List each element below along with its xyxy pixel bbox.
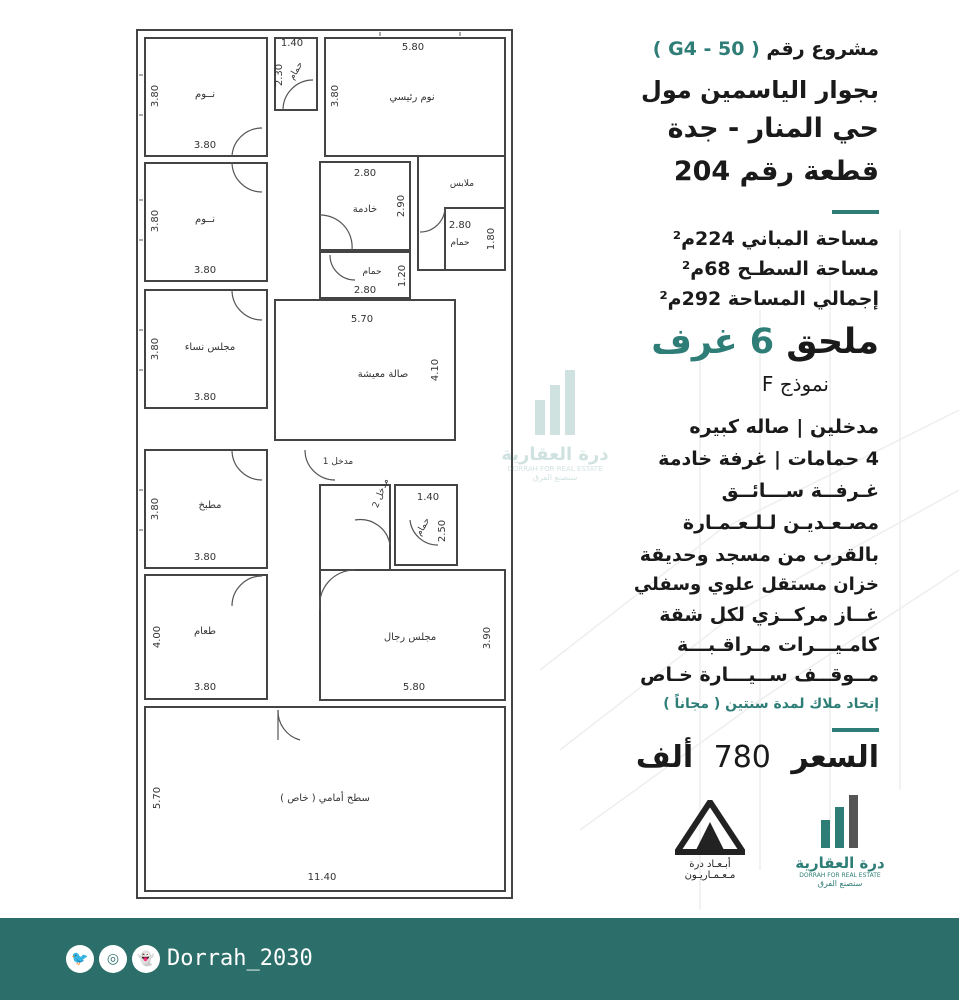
label-bath-maid: حمام bbox=[362, 267, 382, 277]
dorrah-en: DORRAH FOR REAL ESTATE bbox=[799, 872, 881, 879]
price-unit: ألف bbox=[635, 740, 694, 775]
project-number-value: ( G4 - 50 ) bbox=[652, 38, 760, 60]
label-dining: طعام bbox=[193, 626, 217, 637]
label-bath-master: حمام bbox=[450, 238, 470, 248]
instagram-icon[interactable]: ◎ bbox=[99, 945, 127, 973]
location-line-2: حي المنار - جدة bbox=[667, 113, 879, 144]
owners-union: إتحاد ملاك لمدة سنتين ( مجاناً ) bbox=[663, 696, 879, 712]
dim-bath-master-h: 1.80 bbox=[486, 227, 497, 251]
dim-men-w: 5.80 bbox=[402, 682, 426, 693]
dorrah-bars-icon bbox=[815, 795, 865, 850]
label-bed2: نــوم bbox=[195, 214, 215, 225]
label-entry2: مدخل 2 bbox=[371, 477, 392, 510]
price-value: 780 bbox=[713, 740, 771, 775]
dim-bed2-w: 3.80 bbox=[193, 265, 217, 276]
label-master: نوم رئيسي bbox=[389, 92, 435, 103]
dorrah-logo bbox=[790, 795, 890, 888]
watermark-tag: سنصنع الفرق bbox=[532, 473, 578, 482]
label-maid: خادمة bbox=[352, 204, 378, 215]
area-roof: مساحة السطـح 68م² bbox=[681, 258, 879, 280]
annex-type bbox=[651, 322, 879, 362]
dim-kitchen-h: 3.80 bbox=[150, 497, 161, 521]
label-men: مجلس رجال bbox=[383, 632, 437, 643]
dorrah-name: درة العقارية bbox=[795, 854, 885, 872]
dim-bath-maid-w: 2.80 bbox=[353, 285, 377, 296]
feature-3: غـرفــة ســـائــق bbox=[721, 480, 879, 502]
dim-bath-maid-h: 1.20 bbox=[397, 264, 408, 288]
dim-maid-w: 2.80 bbox=[353, 168, 377, 179]
dim-men-h: 3.90 bbox=[482, 626, 493, 650]
dim-bed1-h: 3.80 bbox=[150, 84, 161, 108]
abaad-triangle-icon bbox=[675, 800, 745, 855]
social-handle[interactable]: Dorrah_2030 bbox=[167, 946, 313, 971]
dim-roof-w: 11.40 bbox=[307, 872, 337, 883]
project-number-label: مشروع رقم bbox=[766, 38, 879, 60]
label-living: صالة معيشة bbox=[357, 369, 409, 380]
label-kitchen: مطبخ bbox=[198, 500, 222, 511]
location-line-1: بجوار الياسمين مول bbox=[641, 76, 879, 104]
feature-6: خزان مستقل علوي وسفلي bbox=[633, 574, 879, 595]
watermark-name: درة العقارية bbox=[501, 444, 609, 465]
dim-bath-mid-w: 1.40 bbox=[416, 492, 440, 503]
dim-bath-mid-h: 2.50 bbox=[437, 519, 448, 543]
label-bath-mid: حمام bbox=[414, 516, 433, 538]
abaad-line-1: أبـعـاد درة bbox=[689, 859, 731, 870]
dim-bed1-w: 3.80 bbox=[193, 140, 217, 151]
abaad-logo bbox=[670, 800, 750, 881]
label-clothes: ملابس bbox=[449, 179, 475, 189]
feature-8: كامـيـــرات مـراقـبـــة bbox=[676, 634, 879, 656]
price-label: السعر bbox=[791, 740, 879, 775]
plot-number: قطعة رقم 204 bbox=[673, 156, 879, 187]
dim-master-w: 5.80 bbox=[401, 42, 425, 53]
area-building: مساحة المباني 224م² bbox=[672, 228, 879, 250]
label-women: مجلس نساء bbox=[184, 342, 236, 353]
room-dining bbox=[145, 575, 267, 699]
watermark-en: DORRAH FOR REAL ESTATE bbox=[507, 465, 603, 473]
feature-1: مدخلين | صاله كبيره bbox=[689, 416, 879, 438]
dorrah-tag: سنصنع الفرق bbox=[817, 879, 863, 888]
dim-dining-w: 3.80 bbox=[193, 682, 217, 693]
dim-maid-h: 2.90 bbox=[396, 194, 407, 218]
dim-bath-top-h: 2.30 bbox=[274, 63, 285, 87]
annex-rooms: 6 غرف bbox=[651, 322, 775, 362]
dim-women-h: 3.80 bbox=[150, 337, 161, 361]
model-label: نموذج F bbox=[761, 372, 829, 396]
divider-2 bbox=[832, 728, 879, 732]
dim-dining-h: 4.00 bbox=[152, 625, 163, 649]
twitter-icon[interactable]: 🐦 bbox=[66, 945, 94, 973]
dim-roof-h: 5.70 bbox=[152, 786, 163, 810]
area-total: إجمالي المساحة 292م² bbox=[659, 288, 879, 310]
price bbox=[636, 740, 879, 775]
room-clothes bbox=[418, 156, 505, 270]
feature-9: مــوقــف ســيـــارة خـاص bbox=[639, 664, 879, 686]
dim-master-h: 3.80 bbox=[330, 84, 341, 108]
label-roof: سطح أمامي ( خاص ) bbox=[280, 793, 370, 804]
annex-prefix: ملحق bbox=[786, 322, 879, 362]
dim-kitchen-w: 3.80 bbox=[193, 552, 217, 563]
abaad-line-2: مـعـمـاريـون bbox=[684, 870, 736, 881]
snapchat-icon[interactable]: 👻 bbox=[132, 945, 160, 973]
dim-bath-master-w: 2.80 bbox=[448, 220, 472, 231]
label-entry1: مدخل 1 bbox=[322, 457, 354, 467]
dorrah-logo-icon bbox=[525, 370, 585, 440]
watermark-logo bbox=[490, 370, 620, 482]
project-number bbox=[653, 38, 879, 60]
dim-living-h: 4.10 bbox=[430, 358, 441, 382]
feature-2: 4 حمامات | غرفة خادمة bbox=[658, 448, 879, 470]
divider-1 bbox=[832, 210, 879, 214]
label-bed1: نــوم bbox=[195, 89, 215, 100]
dim-bed2-h: 3.80 bbox=[150, 209, 161, 233]
label-bath-top: حمام bbox=[287, 60, 306, 82]
feature-4: مصـعـديـن لـلـعـمـارة bbox=[682, 512, 879, 534]
dim-women-w: 3.80 bbox=[193, 392, 217, 403]
dim-bath-top-w: 1.40 bbox=[280, 38, 304, 49]
dim-living-w: 5.70 bbox=[350, 314, 374, 325]
feature-7: غــاز مركــزي لكل شقة bbox=[659, 604, 879, 626]
feature-5: بالقرب من مسجد وحديقة bbox=[639, 544, 879, 566]
